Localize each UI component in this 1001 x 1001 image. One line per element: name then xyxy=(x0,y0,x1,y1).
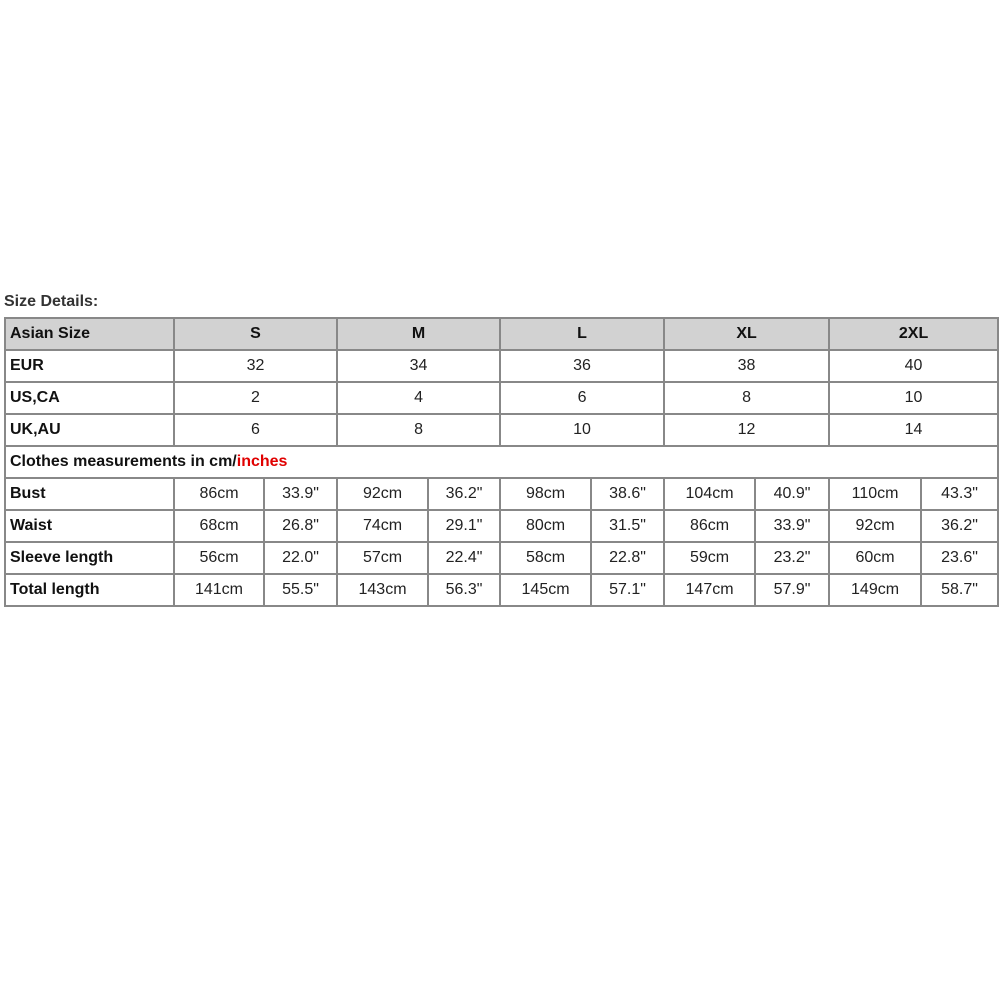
inch-value: 33.9" xyxy=(264,478,337,510)
inch-value: 22.4" xyxy=(428,542,500,574)
inch-value: 31.5" xyxy=(591,510,664,542)
inch-value: 38.6" xyxy=(591,478,664,510)
inch-value: 22.0" xyxy=(264,542,337,574)
size-value: 38 xyxy=(664,350,829,382)
size-value: 4 xyxy=(337,382,500,414)
cm-value: 60cm xyxy=(829,542,921,574)
cm-value: 56cm xyxy=(174,542,264,574)
size-header: S xyxy=(174,318,337,350)
size-value: 40 xyxy=(829,350,998,382)
measurement-row xyxy=(5,478,998,510)
cm-value: 98cm xyxy=(500,478,591,510)
cm-value: 57cm xyxy=(337,542,428,574)
measurements-heading xyxy=(5,446,998,478)
row-label: EUR xyxy=(5,350,174,382)
measurement-row xyxy=(5,542,998,574)
size-value: 12 xyxy=(664,414,829,446)
measurements-heading-suffix: inches xyxy=(236,453,288,470)
inch-value: 22.8" xyxy=(591,542,664,574)
cm-value: 92cm xyxy=(829,510,921,542)
page-title: Size Details: xyxy=(4,293,99,310)
size-header: XL xyxy=(664,318,829,350)
conversion-row xyxy=(5,414,998,446)
measurements-heading-prefix: Clothes measurements in cm/ xyxy=(10,453,237,470)
header-row xyxy=(5,318,998,350)
cm-value: 110cm xyxy=(829,478,921,510)
inch-value: 23.2" xyxy=(755,542,829,574)
size-chart-table xyxy=(4,317,999,607)
inch-value: 56.3" xyxy=(428,574,500,606)
size-value: 6 xyxy=(500,382,664,414)
row-label: US,CA xyxy=(5,382,174,414)
row-label: UK,AU xyxy=(5,414,174,446)
cm-value: 104cm xyxy=(664,478,755,510)
size-value: 32 xyxy=(174,350,337,382)
inch-value: 55.5" xyxy=(264,574,337,606)
conversion-row xyxy=(5,350,998,382)
cm-value: 86cm xyxy=(664,510,755,542)
cm-value: 147cm xyxy=(664,574,755,606)
conversion-row xyxy=(5,382,998,414)
row-label: Bust xyxy=(5,478,174,510)
row-label: Waist xyxy=(5,510,174,542)
size-value: 10 xyxy=(829,382,998,414)
inch-value: 40.9" xyxy=(755,478,829,510)
cm-value: 80cm xyxy=(500,510,591,542)
size-value: 36 xyxy=(500,350,664,382)
size-header: M xyxy=(337,318,500,350)
size-value: 34 xyxy=(337,350,500,382)
size-value: 8 xyxy=(337,414,500,446)
inch-value: 36.2" xyxy=(428,478,500,510)
inch-value: 43.3" xyxy=(921,478,998,510)
inch-value: 26.8" xyxy=(264,510,337,542)
cm-value: 145cm xyxy=(500,574,591,606)
measurements-heading-row xyxy=(5,446,998,478)
size-value: 6 xyxy=(174,414,337,446)
cm-value: 68cm xyxy=(174,510,264,542)
inch-value: 33.9" xyxy=(755,510,829,542)
cm-value: 59cm xyxy=(664,542,755,574)
size-value: 14 xyxy=(829,414,998,446)
measurement-row xyxy=(5,510,998,542)
cm-value: 92cm xyxy=(337,478,428,510)
size-value: 8 xyxy=(664,382,829,414)
size-value: 10 xyxy=(500,414,664,446)
inch-value: 29.1" xyxy=(428,510,500,542)
inch-value: 36.2" xyxy=(921,510,998,542)
measurement-row xyxy=(5,574,998,606)
inch-value: 57.1" xyxy=(591,574,664,606)
size-header: 2XL xyxy=(829,318,998,350)
size-header: L xyxy=(500,318,664,350)
row-label: Total length xyxy=(5,574,174,606)
inch-value: 23.6" xyxy=(921,542,998,574)
size-value: 2 xyxy=(174,382,337,414)
inch-value: 58.7" xyxy=(921,574,998,606)
cm-value: 58cm xyxy=(500,542,591,574)
cm-value: 86cm xyxy=(174,478,264,510)
cm-value: 143cm xyxy=(337,574,428,606)
cm-value: 141cm xyxy=(174,574,264,606)
cm-value: 149cm xyxy=(829,574,921,606)
inch-value: 57.9" xyxy=(755,574,829,606)
cm-value: 74cm xyxy=(337,510,428,542)
row-label: Sleeve length xyxy=(5,542,174,574)
header-label: Asian Size xyxy=(5,318,174,350)
